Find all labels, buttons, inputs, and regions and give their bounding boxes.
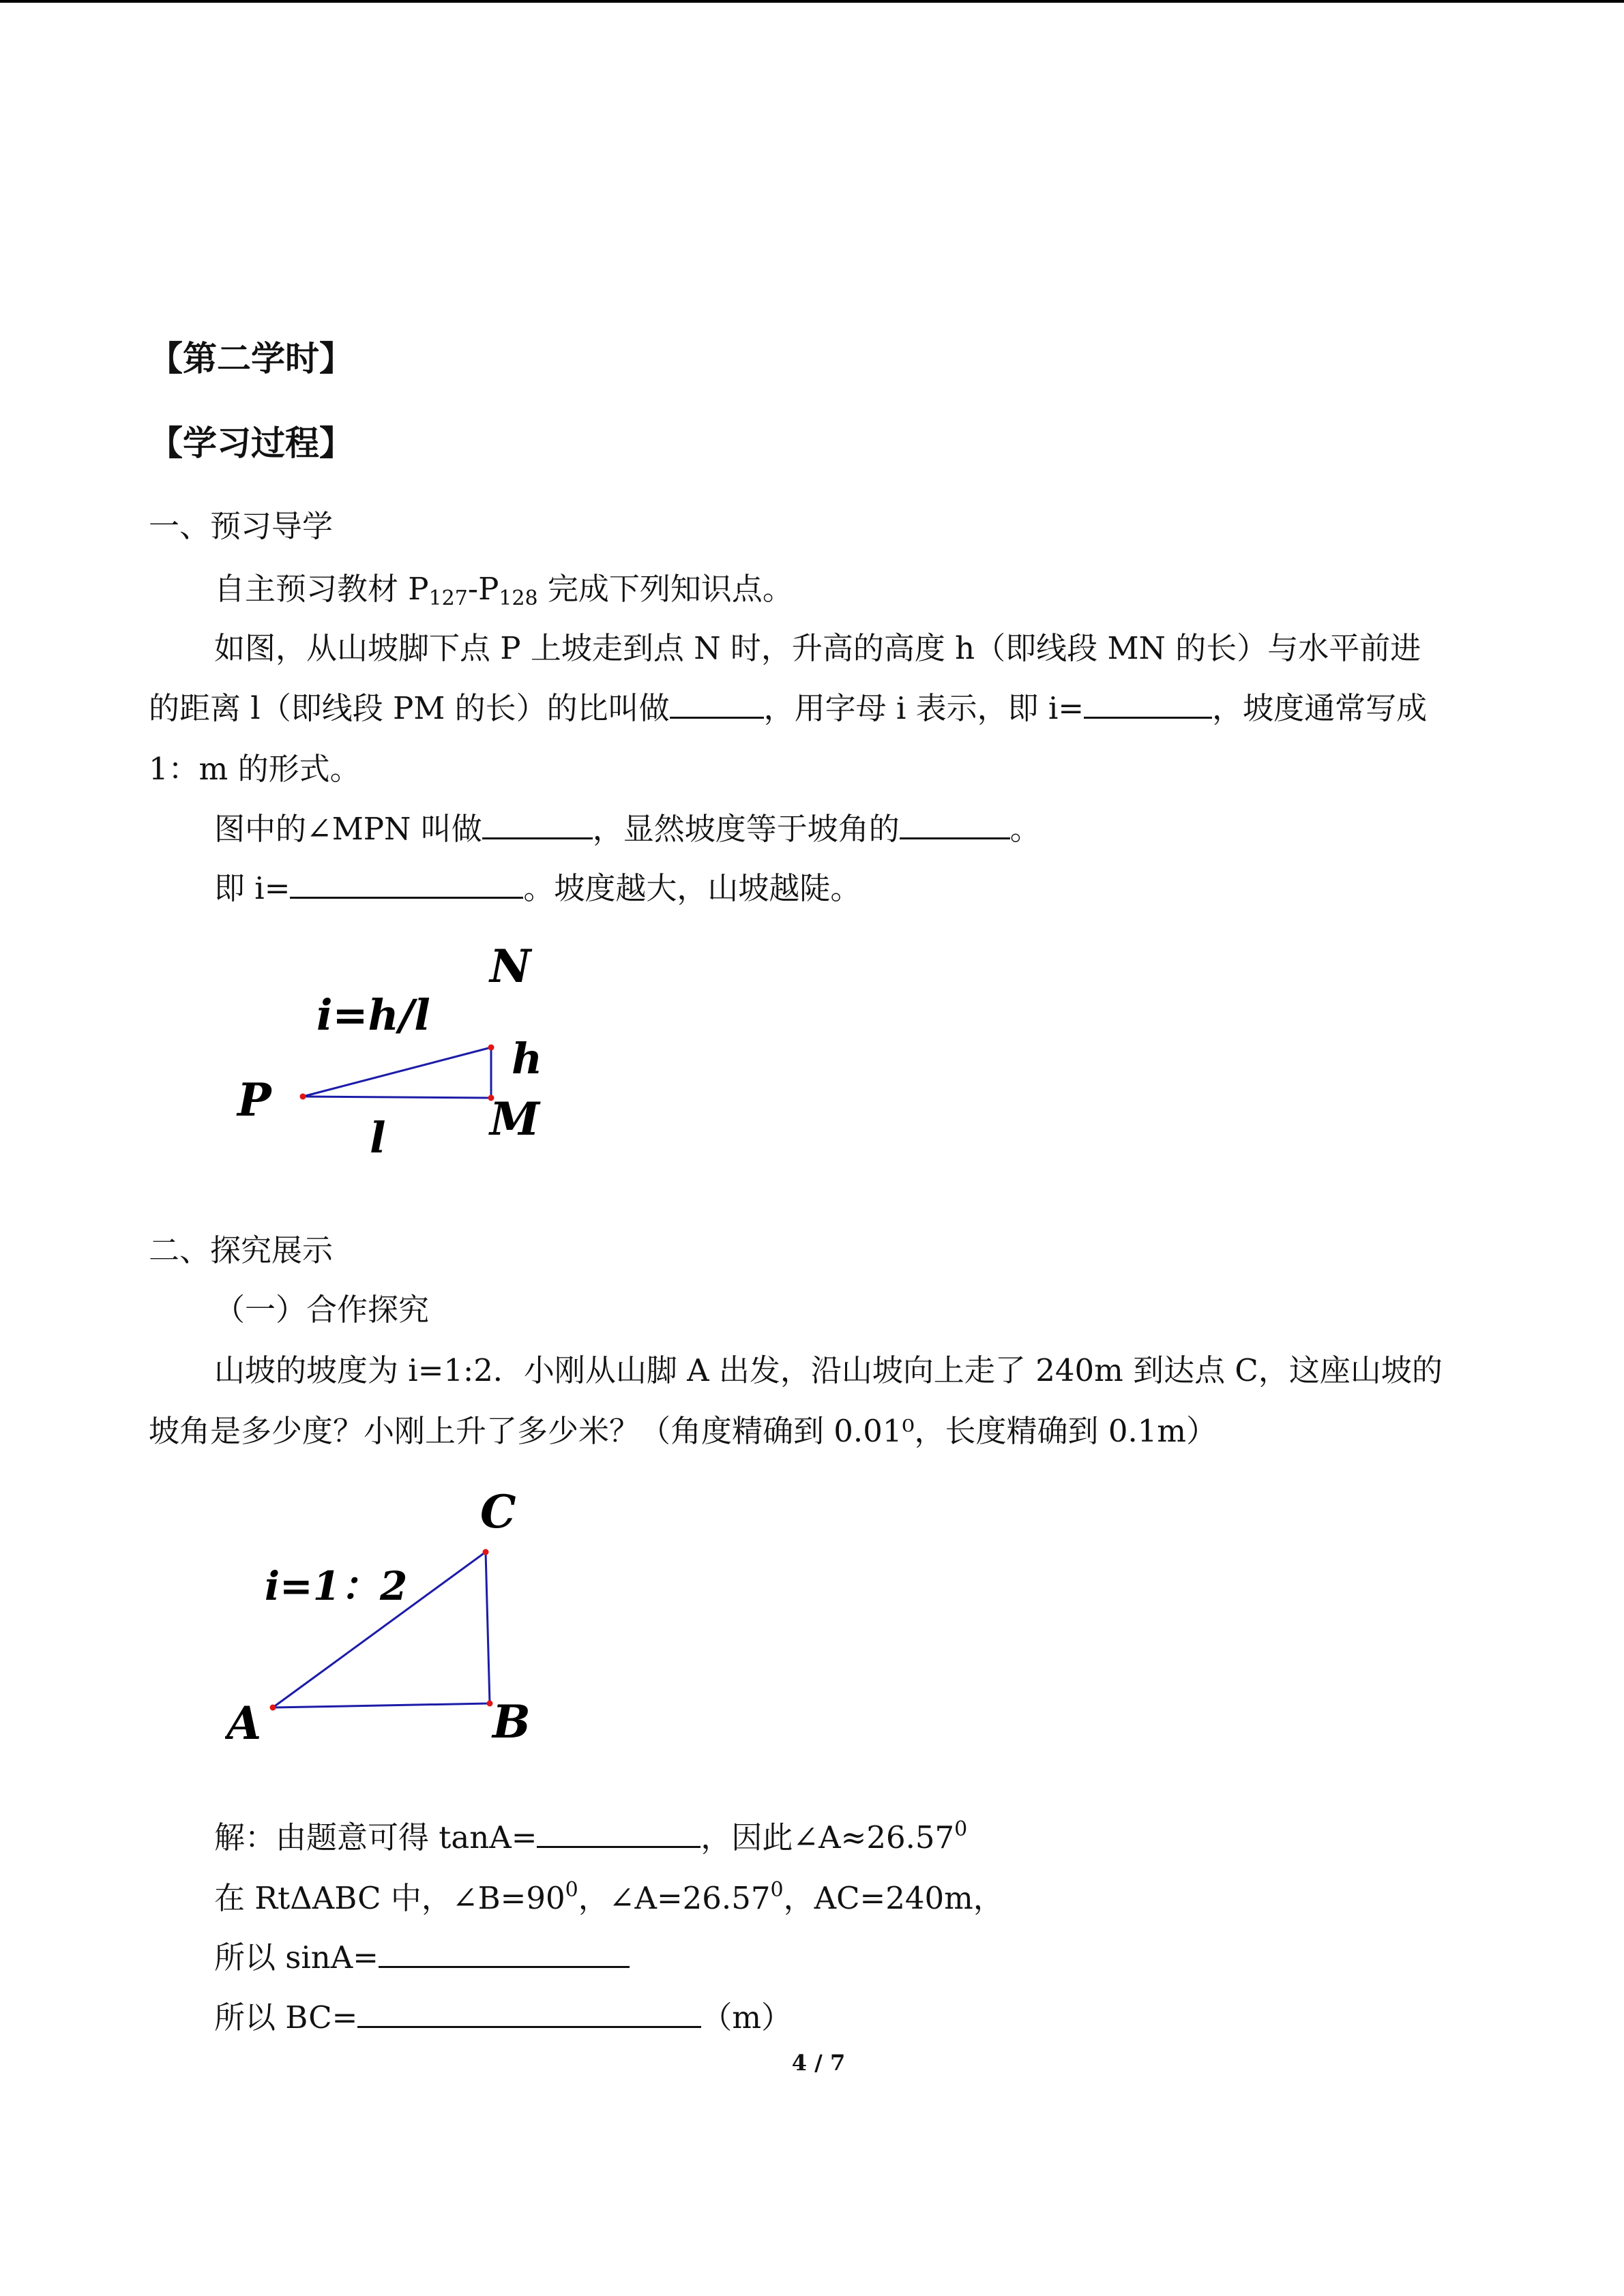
page-number: 4 / 7	[791, 2050, 846, 2076]
problem-line2: 坡角是多少度？小刚上升了多少米？（角度精确到 0.01⁰，长度精确到 0.1m）	[149, 1413, 1217, 1449]
point-a	[270, 1705, 276, 1711]
para2-line: 图中的∠MPN 叫做 ，显然坡度等于坡角的 。	[214, 811, 1041, 847]
blank-slope-formula[interactable]	[1084, 689, 1212, 719]
blank-angle-name[interactable]	[482, 810, 593, 839]
triangle-line-ab	[273, 1703, 490, 1708]
label-n: N	[490, 946, 531, 993]
label-b: B	[492, 1695, 531, 1748]
label-ratio: i=1：2	[265, 1563, 408, 1609]
label-c: C	[480, 1485, 516, 1538]
label-a: A	[226, 1697, 262, 1750]
intro-line: 自主预习教材 $P_{127}-P_{128}$ 完成下列知识点。	[214, 571, 793, 610]
blank-sin[interactable]	[379, 1939, 630, 1968]
para3-line: 即 i= 。坡度越大，山坡越陡。	[214, 870, 861, 906]
solution-line4: 所以 BC= （m）	[214, 1999, 793, 2036]
part2-heading: 二、探究展示	[149, 1232, 334, 1268]
part1-heading: 一、预习导学	[149, 508, 334, 544]
point-c	[483, 1549, 489, 1555]
subsection-title: 【学习过程】	[149, 423, 353, 463]
para1-line3: 1：m 的形式。	[149, 751, 361, 787]
section-title: 【第二学时】	[149, 339, 353, 378]
solution-line1: 解：由题意可得 tanA= ，因此$\angle A\approx 26.57^0$	[214, 1817, 968, 1855]
label-formula: i=h/l	[316, 990, 430, 1040]
point-p	[300, 1094, 306, 1100]
blank-trig-name[interactable]	[900, 810, 1010, 839]
para1-line1: 如图，从山坡脚下点 P 上坡走到点 N 时，升高的高度 h（即线段 MN 的长）与水平前进	[214, 630, 1421, 666]
blank-bc[interactable]	[357, 1999, 701, 2028]
label-l: l	[370, 1113, 386, 1163]
blank-slope-equals[interactable]	[290, 869, 523, 899]
blank-slope-term[interactable]	[670, 689, 764, 719]
slope-line-pm	[303, 1097, 491, 1098]
label-m: M	[490, 1092, 540, 1146]
label-p: P	[237, 1073, 271, 1127]
top-border	[0, 0, 1624, 3]
blank-tan[interactable]	[537, 1819, 700, 1848]
triangle-diagram	[225, 1480, 580, 1766]
point-n	[488, 1045, 494, 1051]
solution-line3: 所以 sinA=	[214, 1939, 630, 1977]
slope-diagram	[225, 946, 580, 1172]
solution-line2: 在 RtΔABC 中，$\angle B=90^0$，$\angle A=26.57^0$，AC=240m，	[214, 1878, 1004, 1916]
part2-subheading: （一）合作探究	[214, 1292, 430, 1328]
para1-line2: 的距离 l（即线段 PM 的长）的比叫做 ，用字母 i 表示，即 i= ，坡度通常写成	[149, 690, 1428, 726]
triangle-line-cb	[486, 1552, 490, 1703]
slope-line-pn	[303, 1047, 491, 1097]
label-h: h	[512, 1034, 543, 1084]
problem-line1: 山坡的坡度为 i=1:2．小刚从山脚 A 出发，沿山坡向上走了 240m 到达点 C，这座山坡的	[214, 1352, 1443, 1388]
